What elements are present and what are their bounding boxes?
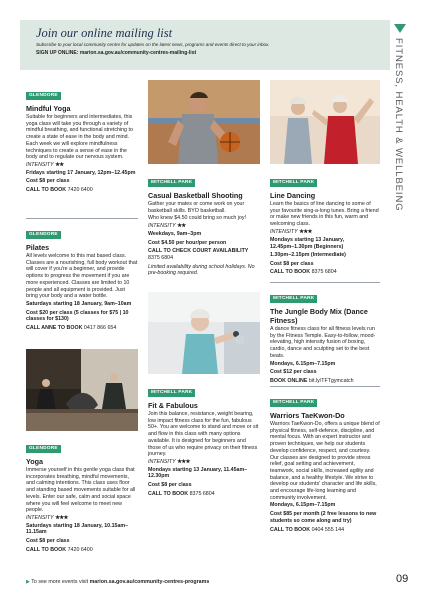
program-description: Immerse yourself in this gentle yoga class that incorporates breathing, mindful movements, and calming intentions. This class uses floor and standing based movements suitable for all levels. Enter our safe, calm and social space where you will feel welcome to meet new people. xyxy=(26,467,136,514)
intensity-row: INTENSITY ★★ xyxy=(148,223,186,230)
program-line-dancing xyxy=(270,170,380,276)
location-tag: GLENDORE xyxy=(26,445,61,453)
mailing-list-panel xyxy=(20,20,390,70)
divider xyxy=(270,386,380,387)
footer-link[interactable]: marion.sa.gov.au/community-centres-programs xyxy=(89,579,210,585)
booking-phone[interactable]: 8375 6804 xyxy=(189,490,215,497)
triangle-marker-icon xyxy=(394,24,406,33)
booking-info: BOOK ONLINE bit.ly/TFTgymcatch xyxy=(270,377,354,384)
intensity-row: INTENSITY ★★ xyxy=(26,161,64,168)
intensity-row: INTENSITY ★★★ xyxy=(26,514,68,521)
intensity-stars-icon: ★★★ xyxy=(55,514,68,521)
program-description: A dance fitness class for all fitness levels run by the Fitness Temple. Easy-to-follow, mood-elevating, high intensity fusion of boxing, cardio, dance and sculpting set to the best beats. xyxy=(270,326,376,359)
program-description: Join this balance, resistance, weight bearing, low impact fitness class for the fun, fabulous 50+. You are welcome to stand and move or sit and flow in this class with many options available. It is designed for beginners and those of us who require privacy on their fitness journey. xyxy=(148,411,259,458)
program-schedule: Mondays starting 13 January, xyxy=(270,236,345,243)
location-tag: MITCHELL PARK xyxy=(148,389,195,397)
program-note: Limited availability during school holidays. No pre-booking required. xyxy=(148,263,255,277)
program-mindful-yoga xyxy=(26,83,138,194)
arrow-right-icon: ▶ xyxy=(26,579,30,585)
program-title: Pilates xyxy=(26,243,50,252)
location-tag: MITCHELL PARK xyxy=(148,179,195,187)
program-title: Casual Basketball Shooting xyxy=(148,191,243,200)
mailing-list-title: Join our online mailing list xyxy=(36,26,173,40)
program-description: Gather your mates or come work on your basketball skills. BYO basketball. xyxy=(148,201,245,214)
booking-phone[interactable]: 7420 6400 xyxy=(67,546,93,553)
fit-fabulous-photo xyxy=(148,292,260,374)
program-description-extra: Who knew $4.50 could bring so much joy! xyxy=(148,215,247,222)
section-side-title xyxy=(380,38,420,268)
program-yoga xyxy=(26,436,138,553)
section-side-title-text: FITNESS, HEALTH & WELLBEING xyxy=(393,38,404,212)
intensity-stars-icon: ★★★ xyxy=(177,458,190,465)
program-schedule: Saturdays starting 18 January, 9am–10am xyxy=(26,300,132,307)
program-description: Suitable for beginners and intermediates, this yoga class will take you through a variety of mindful breathing, and functional stretching to create a state of ease in the body and mind. Each week we will explore mindfulness techniques to create a sense of ease in the body and to regulate our nervous system. xyxy=(26,114,133,161)
program-schedule: Fridays starting 17 January, 12pm–12.45pm xyxy=(26,169,136,176)
booking-phone[interactable]: 0417 866 654 xyxy=(83,325,117,332)
divider xyxy=(270,282,380,283)
program-taekwondo xyxy=(270,390,380,533)
program-schedule: Mondays, 6.15pm–7.15pm xyxy=(270,502,336,509)
program-cost: Cost $8 per class xyxy=(148,482,192,489)
signup-line xyxy=(36,50,380,56)
program-description: All levels welcome to this mat based class. Classes are a nourishing, full body workout that will cover if you're a beginner, and provide options to progress the movement if you are more experienced. Classes are limited to 10 people and all equipment is provided. Just bring your body and a water bottle. xyxy=(26,253,138,300)
signup-label: SIGN UP ONLINE: xyxy=(36,50,79,56)
booking-phone[interactable]: 8375 6804 xyxy=(311,269,337,276)
program-description: Learn the basics of line dancing to some of your favourite sing-a-long tunes. Bring a friend or make new friends in this fun, warm and welcoming class. xyxy=(270,201,379,228)
line-dancing-photo xyxy=(270,80,380,164)
booking-phone[interactable]: 7420 6400 xyxy=(67,187,93,194)
program-cost: Cost $8 per class xyxy=(26,178,70,185)
basketball-photo xyxy=(148,80,260,164)
booking-info: CALL TO BOOK 8375 6804 xyxy=(148,490,215,497)
divider xyxy=(26,218,138,219)
yoga-class-photo xyxy=(26,349,138,431)
footer-text: To see more events visit xyxy=(31,579,89,585)
program-schedule-intermediate: 1.30pm–2.15pm (Intermediate) xyxy=(270,251,346,258)
booking-phone[interactable]: 0404 555 144 xyxy=(311,526,345,533)
program-description: Warriors TaeKwon-Do, offers a unique blend of physical fitness, self-defence, discipline, and mental focus. With an expert instructor and proven techniques, we help our students develop confidence, respect, and courtesy. Our classes are designed to provide stress relief, goal setting and achievement, teamwork, social skills, increased agility and balance, and a healthy lifestyle. We strive to develop our students' character and life skills, and encourage life-long learning and community involvement. xyxy=(270,421,380,501)
intensity-row: INTENSITY ★★★ xyxy=(270,228,312,235)
intensity-row: INTENSITY ★★★ xyxy=(148,458,190,465)
program-title: Fit & Fabulous xyxy=(148,401,198,410)
booking-info: CALL TO BOOK 7420 6400 xyxy=(26,187,93,194)
location-tag: MITCHELL PARK xyxy=(270,399,317,407)
program-fit-fabulous xyxy=(148,380,260,497)
program-jungle-body-mix xyxy=(270,286,380,385)
booking-link[interactable]: bit.ly/TFTgymcatch xyxy=(308,377,354,384)
program-title: Mindful Yoga xyxy=(26,104,71,113)
program-basketball xyxy=(148,170,260,277)
booking-phone[interactable]: 8375 6804 xyxy=(148,254,174,261)
booking-info: CALL TO BOOK 7420 6400 xyxy=(26,546,93,553)
program-cost: Cost $8 per class xyxy=(270,260,314,267)
page-number: 09 xyxy=(396,573,409,585)
program-cost: Cost $20 per class (5 classes for $75 | 10 classes for $130) xyxy=(26,309,129,323)
intensity-stars-icon: ★★ xyxy=(55,161,64,168)
location-tag: MITCHELL PARK xyxy=(270,295,317,303)
program-title: Yoga xyxy=(26,457,44,466)
program-schedule: Mondays, 6.15pm–7.15pm xyxy=(270,360,336,367)
program-cost: Cost $4.50 per hour/per person xyxy=(148,239,227,246)
mailing-list-subtitle: Subscribe to your local community centre for updates on the latest news, programs and events direct to your inbox. xyxy=(36,42,270,47)
program-schedule-beginners: 12.45pm–1.30pm (Beginners) xyxy=(270,244,344,251)
program-schedule: Saturdays starting 18 January, 10.15am–11.15am xyxy=(26,522,129,536)
intensity-stars-icon: ★★★ xyxy=(299,228,312,235)
booking-info: CALL ANNE TO BOOK 0417 866 654 xyxy=(26,325,117,332)
signup-link[interactable]: marion.sa.gov.au/community-centres-mailing-list xyxy=(79,50,197,56)
location-tag: MITCHELL PARK xyxy=(270,179,317,187)
program-schedule: Mondays starting 13 January, 11.45am–12.30pm xyxy=(148,466,248,480)
location-tag: GLENDORE xyxy=(26,92,61,100)
program-title: The Jungle Body Mix (Dance Fitness) xyxy=(270,307,368,325)
program-pilates xyxy=(26,222,138,332)
program-title: Line Dancing xyxy=(270,191,316,200)
booking-info: CALL TO BOOK 8375 6804 xyxy=(270,269,337,276)
program-cost: Cost $85 per month (2 free lessons to new students so come along and try) xyxy=(270,511,377,524)
intensity-stars-icon: ★★ xyxy=(177,223,186,230)
booking-info: CALL TO BOOK 0404 555 144 xyxy=(270,526,345,533)
program-schedule: Weekdays, 9am–3pm xyxy=(148,230,202,237)
location-tag: GLENDORE xyxy=(26,231,61,239)
program-title: Warriors TaeKwon-Do xyxy=(270,411,345,420)
footer-more-events xyxy=(26,579,209,585)
program-cost: Cost $12 per class xyxy=(270,369,317,376)
program-cost: Cost $8 per class xyxy=(26,538,70,545)
booking-info: CALL TO CHECK COURT AVAILABILITY 8375 6804 xyxy=(148,248,249,261)
